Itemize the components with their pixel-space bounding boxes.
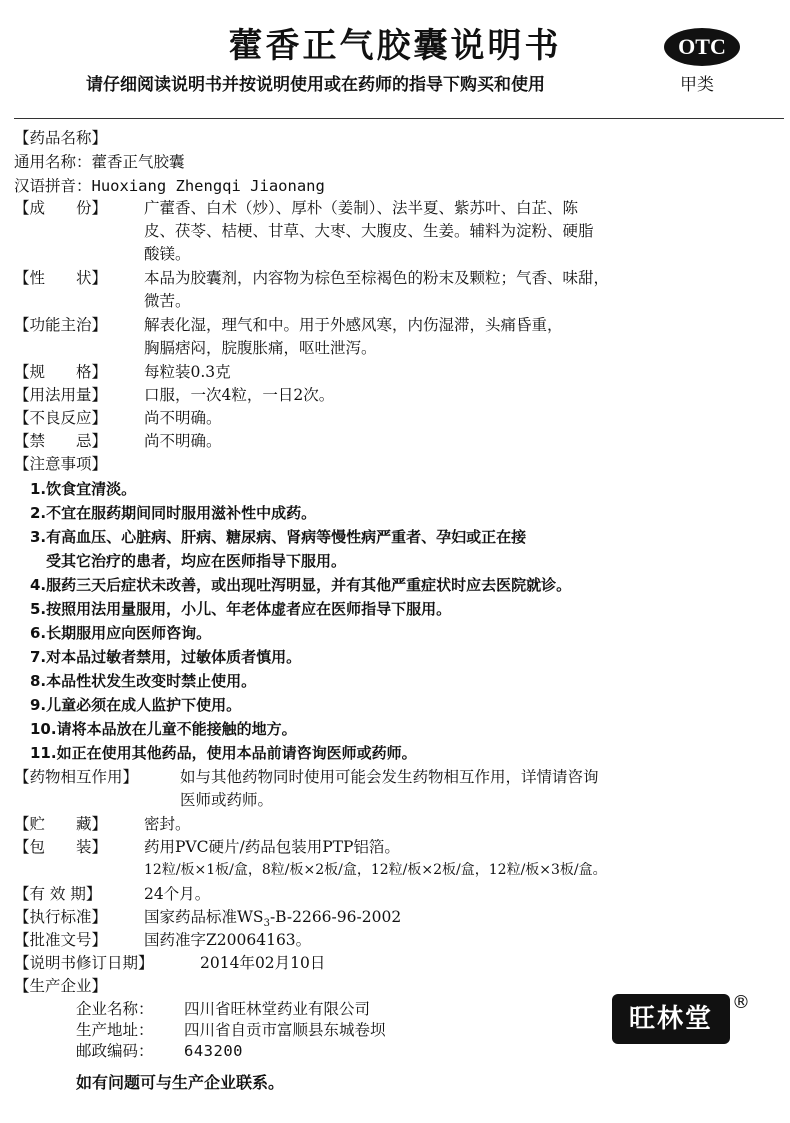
postcode-label: 邮政编码： <box>76 1042 154 1060</box>
precaution-item: 10.请将本品放在儿童不能接触的地方。 <box>30 720 297 738</box>
character-line: 微苦。 <box>144 292 191 310</box>
address-row <box>76 1020 386 1040</box>
footer-contact-note: 如有问题可与生产企业联系。 <box>76 1073 285 1092</box>
pinyin-label: 汉语拼音： <box>14 177 92 195</box>
document-title: 藿香正气胶囊说明书 <box>228 26 562 66</box>
function-line: 解表化湿，理气和中。用于外感风寒，内伤湿滞，头痛昏重， <box>144 316 563 334</box>
wanglintang-logo: 旺林堂 <box>612 994 730 1044</box>
ingredients-line: 广藿香、白术（炒）、厚朴（姜制）、法半夏、紫苏叶、白芷、陈 <box>144 199 579 217</box>
precaution-item: 5.按照用法用量服用，小儿、年老体虚者应在医师指导下服用。 <box>30 600 452 618</box>
address-label: 生产地址： <box>76 1021 154 1039</box>
precaution-item: 6.长期服用应向医师咨询。 <box>30 624 212 642</box>
approval-value: 国药准字Z20064163。 <box>144 931 312 949</box>
adverse-value: 尚不明确。 <box>144 409 222 427</box>
standard-label: 【执行标准】 <box>14 908 108 926</box>
pinyin-row <box>14 176 325 196</box>
pinyin-value: Huoxiang Zhengqi Jiaonang <box>91 177 325 195</box>
generic-name-label: 通用名称： <box>14 153 92 171</box>
character-label: 【性 状】 <box>14 269 108 287</box>
precaution-item: 11.如正在使用其他药品，使用本品前请咨询医师或药师。 <box>30 744 417 762</box>
header-divider <box>14 118 784 119</box>
generic-name-value: 藿香正气胶囊 <box>91 153 185 171</box>
interactions-line: 医师或药师。 <box>180 791 274 809</box>
storage-label: 【贮 藏】 <box>14 815 108 833</box>
packaging-line: 12粒/板×1板/盒，8粒/板×2板/盒，12粒/板×2板/盒，12粒/板×3板/盒。 <box>144 862 607 878</box>
precaution-item: 1.饮食宜清淡。 <box>30 480 137 498</box>
precaution-item: 3.有高血压、心脏病、肝病、糖尿病、肾病等慢性病严重者、孕妇或正在接 <box>30 528 527 546</box>
otc-class: 甲类 <box>680 75 714 95</box>
precaution-item: 7.对本品过敏者禁用，过敏体质者慎用。 <box>30 648 302 666</box>
registered-mark: ® <box>732 992 750 1013</box>
address-value: 四川省自贡市富顺县东城卷坝 <box>184 1021 386 1039</box>
contra-value: 尚不明确。 <box>144 432 222 450</box>
ingredients-label: 【成 份】 <box>14 199 108 217</box>
standard-prefix: 国家药品标准WS <box>144 908 264 926</box>
packaging-label: 【包 装】 <box>14 838 108 856</box>
manufacturer-heading: 【生产企业】 <box>14 977 108 995</box>
character-line: 本品为胶囊剂，内容物为棕色至棕褐色的粉末及颗粒；气香、味甜， <box>144 269 610 287</box>
usage-label: 【用法用量】 <box>14 386 108 404</box>
storage-value: 密封。 <box>144 815 191 833</box>
revision-value: 2014年02月10日 <box>200 954 326 972</box>
otc-badge: OTC <box>664 28 740 66</box>
ingredients-line: 酸镁。 <box>144 245 191 263</box>
contra-label: 【禁 忌】 <box>14 432 108 450</box>
precaution-item: 2.不宜在服药期间同时服用滋补性中成药。 <box>30 504 317 522</box>
ingredients-line: 皮、茯苓、桔梗、甘草、大枣、大腹皮、生姜。辅料为淀粉、硬脂 <box>144 222 594 240</box>
standard-suffix: -B-2266-96-2002 <box>269 908 402 926</box>
precaution-item: 4.服药三天后症状未改善，或出现吐泻明显，并有其他严重症状时应去医院就诊。 <box>30 576 572 594</box>
precaution-item: 9.儿童必须在成人监护下使用。 <box>30 696 242 714</box>
postcode-value: 643200 <box>184 1042 243 1060</box>
precautions-heading: 【注意事项】 <box>14 455 108 473</box>
function-label: 【功能主治】 <box>14 316 108 334</box>
standard-sub: 3 <box>263 918 270 930</box>
packaging-line: 药用PVC硬片/药品包装用PTP铝箔。 <box>144 838 400 856</box>
interactions-line: 如与其他药物同时使用可能会发生药物相互作用，详情请咨询 <box>180 768 599 786</box>
usage-value: 口服，一次4粒，一日2次。 <box>144 386 335 404</box>
postcode-row <box>76 1041 243 1061</box>
company-label: 企业名称： <box>76 1000 154 1018</box>
precaution-item: 受其它治疗的患者，均应在医师指导下服用。 <box>46 552 347 570</box>
generic-name-row <box>14 152 185 172</box>
reading-notice: 请仔细阅读说明书并按说明使用或在药师的指导下购买和使用 <box>86 75 545 95</box>
validity-label: 【有 效 期】 <box>14 885 102 903</box>
validity-value: 24个月。 <box>144 885 211 903</box>
spec-label: 【规 格】 <box>14 363 108 381</box>
precaution-item: 8.本品性状发生改变时禁止使用。 <box>30 672 257 690</box>
adverse-label: 【不良反应】 <box>14 409 108 427</box>
spec-value: 每粒装0.3克 <box>144 363 231 381</box>
company-row <box>76 999 370 1019</box>
company-value: 四川省旺林堂药业有限公司 <box>184 1000 371 1018</box>
drug-name-heading: 【药品名称】 <box>14 129 108 147</box>
revision-label: 【说明书修订日期】 <box>14 954 154 972</box>
interactions-label: 【药物相互作用】 <box>14 768 139 786</box>
approval-label: 【批准文号】 <box>14 931 108 949</box>
function-line: 胸膈痞闷，脘腹胀痛，呕吐泄泻。 <box>144 339 377 357</box>
